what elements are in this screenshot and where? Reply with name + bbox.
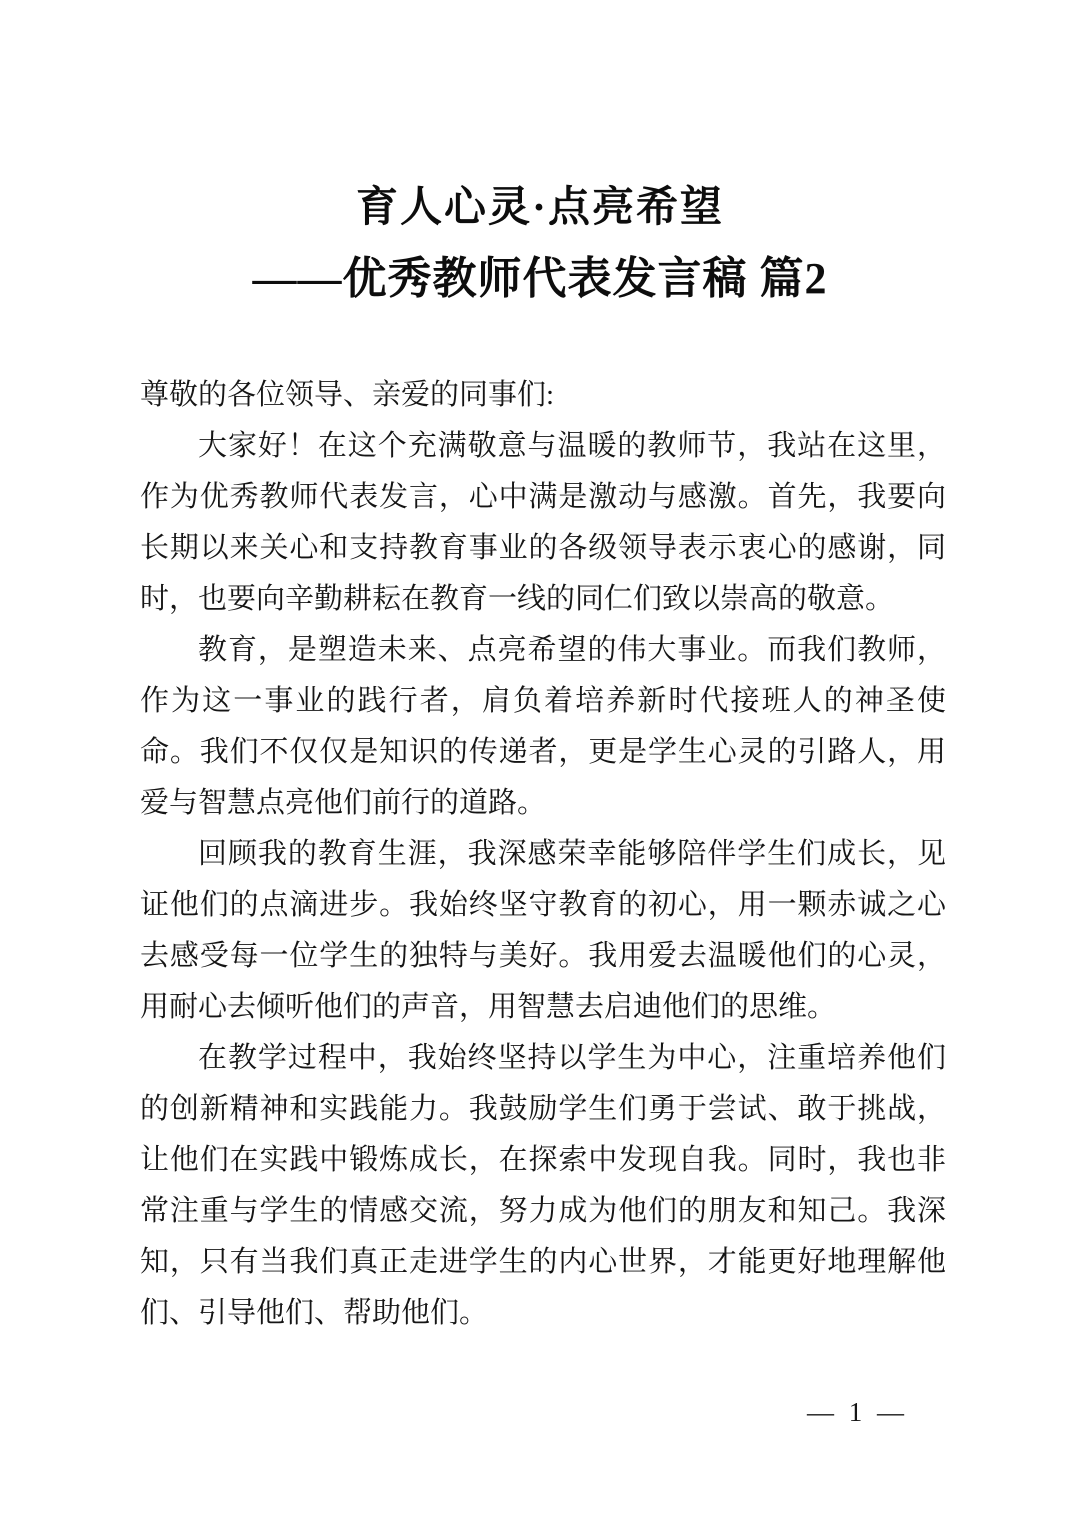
- document-subtitle: ——优秀教师代表发言稿 篇2: [252, 254, 828, 303]
- document-body: [140, 370, 946, 1339]
- body-paragraph: 教育，是塑造未来、点亮希望的伟大事业。而我们教师，作为这一事业的践行者，肩负着培养新时代接班人的神圣使命。我们不仅仅是知识的传递者，更是学生心灵的引路人，用爱与智慧点亮他们前行的道路。: [140, 634, 946, 819]
- body-paragraph: 回顾我的教育生涯，我深感荣幸能够陪伴学生们成长，见证他们的点滴进步。我始终坚守教育的初心，用一颗赤诚之心去感受每一位学生的独特与美好。我用爱去温暖他们的心灵，用耐心去倾听他们的声音，用智慧去启迪他们的思维。: [140, 838, 946, 1023]
- body-paragraph: 大家好！在这个充满敬意与温暖的教师节，我站在这里，作为优秀教师代表发言，心中满是激动与感激。首先，我要向长期以来关心和支持教育事业的各级领导表示衷心的感谢，同时，也要向辛勤耕耘在教育一线的同仁们致以崇高的敬意。: [140, 430, 946, 615]
- body-paragraph: 在教学过程中，我始终坚持以学生为中心，注重培养他们的创新精神和实践能力。我鼓励学生们勇于尝试、敢于挑战，让他们在实践中锻炼成长，在探索中发现自我。同时，我也非常注重与学生的情感交流，努力成为他们的朋友和知己。我深知，只有当我们真正走进学生的内心世界，才能更好地理解他们、引导他们、帮助他们。: [140, 1042, 946, 1329]
- page-number: — 1 —: [807, 1397, 908, 1427]
- salutation-paragraph: 尊敬的各位领导、亲爱的同事们:: [140, 379, 555, 411]
- document-title: 育人心灵·点亮希望: [355, 185, 724, 231]
- document-title-block: [0, 184, 1080, 304]
